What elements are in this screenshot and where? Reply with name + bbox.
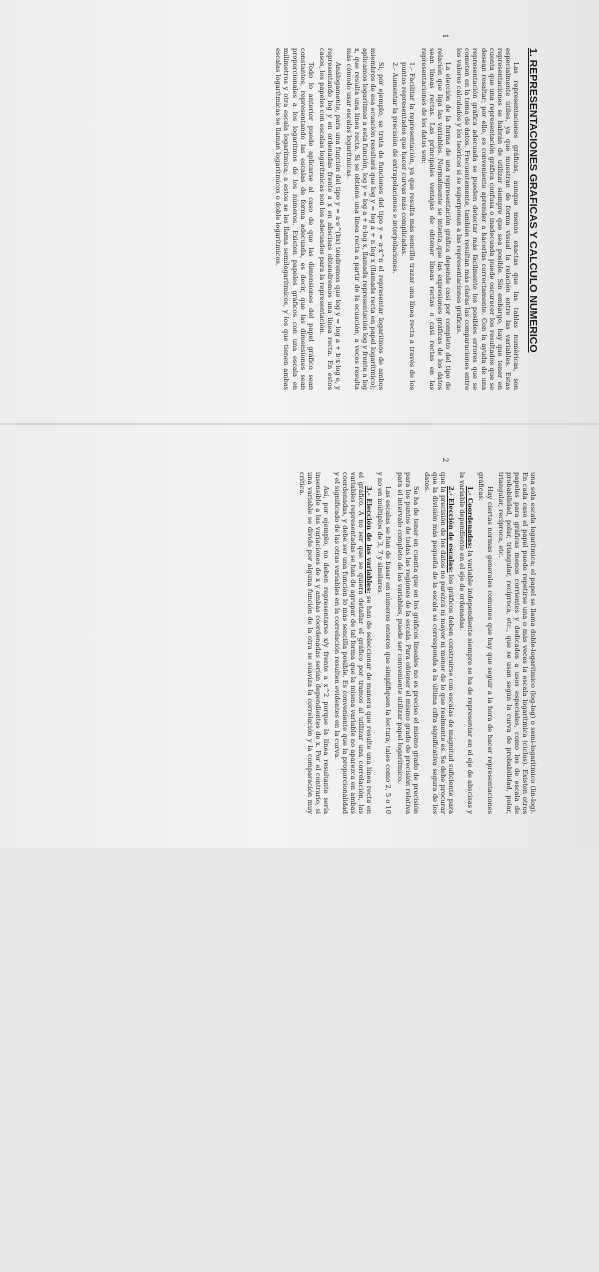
rule-label: 2.- Elección de escalas: — [447, 486, 456, 573]
page-number: 1 — [441, 33, 449, 39]
paragraph: Las escalas se han de basar en números enteros que simplifiquen la lectura, tales como 2, 5 o 10 y no en múltiplos de 3, 7 y similares. — [376, 472, 393, 814]
paragraph: Hay ciertas normas generales comunes que hay que seguir a la hora de hacer representaciones gráficas: — [477, 472, 494, 814]
paragraph: Se ha de tener en cuenta que en los gráficos lineales no es preciso el mismo grado de precisión para los puntos de todas las regiones de la escala. Para obtener el mismo grado de precisión relativa para el intervalo completo de las variables, puede ser conveniente utilizar papel logarítmico. — [395, 472, 420, 814]
rule-text: la variable independiente siempre se ha de representar en el eje de abscisas y la variable dependiente en el eje de ordenadas. — [458, 472, 475, 814]
rule-text: se han de seleccionar de manera que resulte una línea recta en el gráfico. A no ser que se quiera detallar el gráfico por tramos al utilizar una correlación, las variables representadas se han de agrupar de tal forma que la misma variable no aparezca en ambas coordenadas, y debe ser una función lo más sencilla posible. Es conveniente que la proporcionalidad y el significado de las otras variables en la correlación resulten evidentes en la curva. — [332, 472, 374, 814]
rule-label: 3.- Elección de las variables: — [365, 486, 374, 594]
paragraph: Análogamente, para una función del tipo y = a·e^(bx) tendremos que log y = log a + b·x·log e, y representando log y en ordenadas frente a x en abscisas obtendremos una línea recta. En estos casos, los papeles con escalas logarítmicas son los adecuados para la representación. — [317, 48, 343, 390]
paragraph: Todo lo anterior puede aplicarse al caso de que las dimensiones del papel gráfico sean constantes, representando las escalas de forma adecuada, es decir, que las dimensiones sean proporcionales a los logaritmos de los números. Existen papeles gráficos con una escala en milímetros y otra escala logarítmica; a estos se les llama semilogarítmicos, y los que tienen ambas escalas logarítmicas se llaman logarítmicos o doble logarítmicos. — [274, 48, 315, 390]
rule-item — [423, 472, 455, 814]
page-number: 2 — [441, 457, 449, 463]
list-item: 2.- Aumentar la precisión de extrapolaciones e interpolaciones. — [390, 62, 399, 274]
rule-item — [458, 472, 474, 814]
rule-text: los gráficos deben construirse con escalas de magnitud suficiente para que la precisión de los datos no parezca ni mayor ni menor de lo que realmente es. Se debe procurar que la división más pequeña de la escala se corresponda a la última cifra significativa segura de los datos. — [422, 472, 456, 814]
paragraph: Si, por ejemplo, se trata de funciones del tipo y = a·x^n el representar logaritmos de ambos miembros de esa ecuación resultará que log y = log a + n log x (llamada recta en papel logarítmico); aplicamos logaritmos a esta función, log y = log a + n·log x, llamada representación log y frente a log x, que resulta una línea recta. Si se obtiene una línea recta a partir de la ecuación, a veces resulta más cómodo usar escalas logarítmicas. — [345, 48, 386, 390]
section-heading: 1. REPRESENTACIONES GRAFICAS Y CALCULO NUMERICO — [527, 48, 539, 353]
paragraph: La elección de la forma de una representación gráfica depende casi por completo del tipo de relación que liga las variables. Normalmente se intenta que las expresiones gráficas de los datos sean líneas rectas. Las principales ventajas de obtener líneas rectas o casi rectas en las representaciones de los datos son: — [419, 48, 453, 390]
rule-label: 1.- Coordenadas: — [466, 486, 475, 549]
page-1-column — [274, 0, 599, 424]
paragraph: una sola escala logarítmica; el papel se llama doble-logarítmico (log-log) o semi-logarítmico (lin-log). En cada caso el papel puede repetirse una o más veces la escala logarítmica (ciclos). Existen otros papeles para gráficas menos corrientes y dedicados a usos especiales, como los de escala de probabilidad, polar, triangular, recíproca, etc., que se usan según la curva de probabilidad, polar, triangular, recíproca, etc. — [496, 472, 537, 814]
paragraph: Así, por ejemplo, no deben representarse x/y frente a x^2 porque la línea resultante sería insensible a las variaciones de x y ambas coordenadas serían dependientes de x. Por el contrario, si una variable se divide por alguna función de la otra se suaviza la correlación y la comparación muy crítica. — [297, 472, 330, 814]
list-item: 1.- Facilitar la representación, ya que resulta más sencillo trazar una línea recta a través de los puntos representados que hacer curvas más complicadas. — [399, 62, 416, 390]
document-page-2 — [299, 424, 599, 1272]
advantages-list — [391, 62, 416, 390]
page-2-column — [299, 424, 599, 848]
rule-item — [333, 472, 373, 814]
paragraph: Las representaciones gráficas, aunque menos exactas que las tablas numéricas, son especialmente útiles, ya que muestran de forma visual la relación entre las variables. Estas representaciones se habrán de utilizar siempre que sea posible. Sin embargo, hay que tener en cuenta que una representación gráfica confusa o inadecuada puede oscurecer los resultados que se desean resaltar; por ello, es conveniente aprender a hacerlas correctamente. Con la ayuda de una representación gráfica adecuada se pueden detectar más fácilmente los posibles errores que se cometen en la toma de datos. Frecuentemente, también resultan más claras las comparaciones entre los valores calculados y los teóricos si se superponen a las representaciones gráficas. — [455, 48, 520, 390]
